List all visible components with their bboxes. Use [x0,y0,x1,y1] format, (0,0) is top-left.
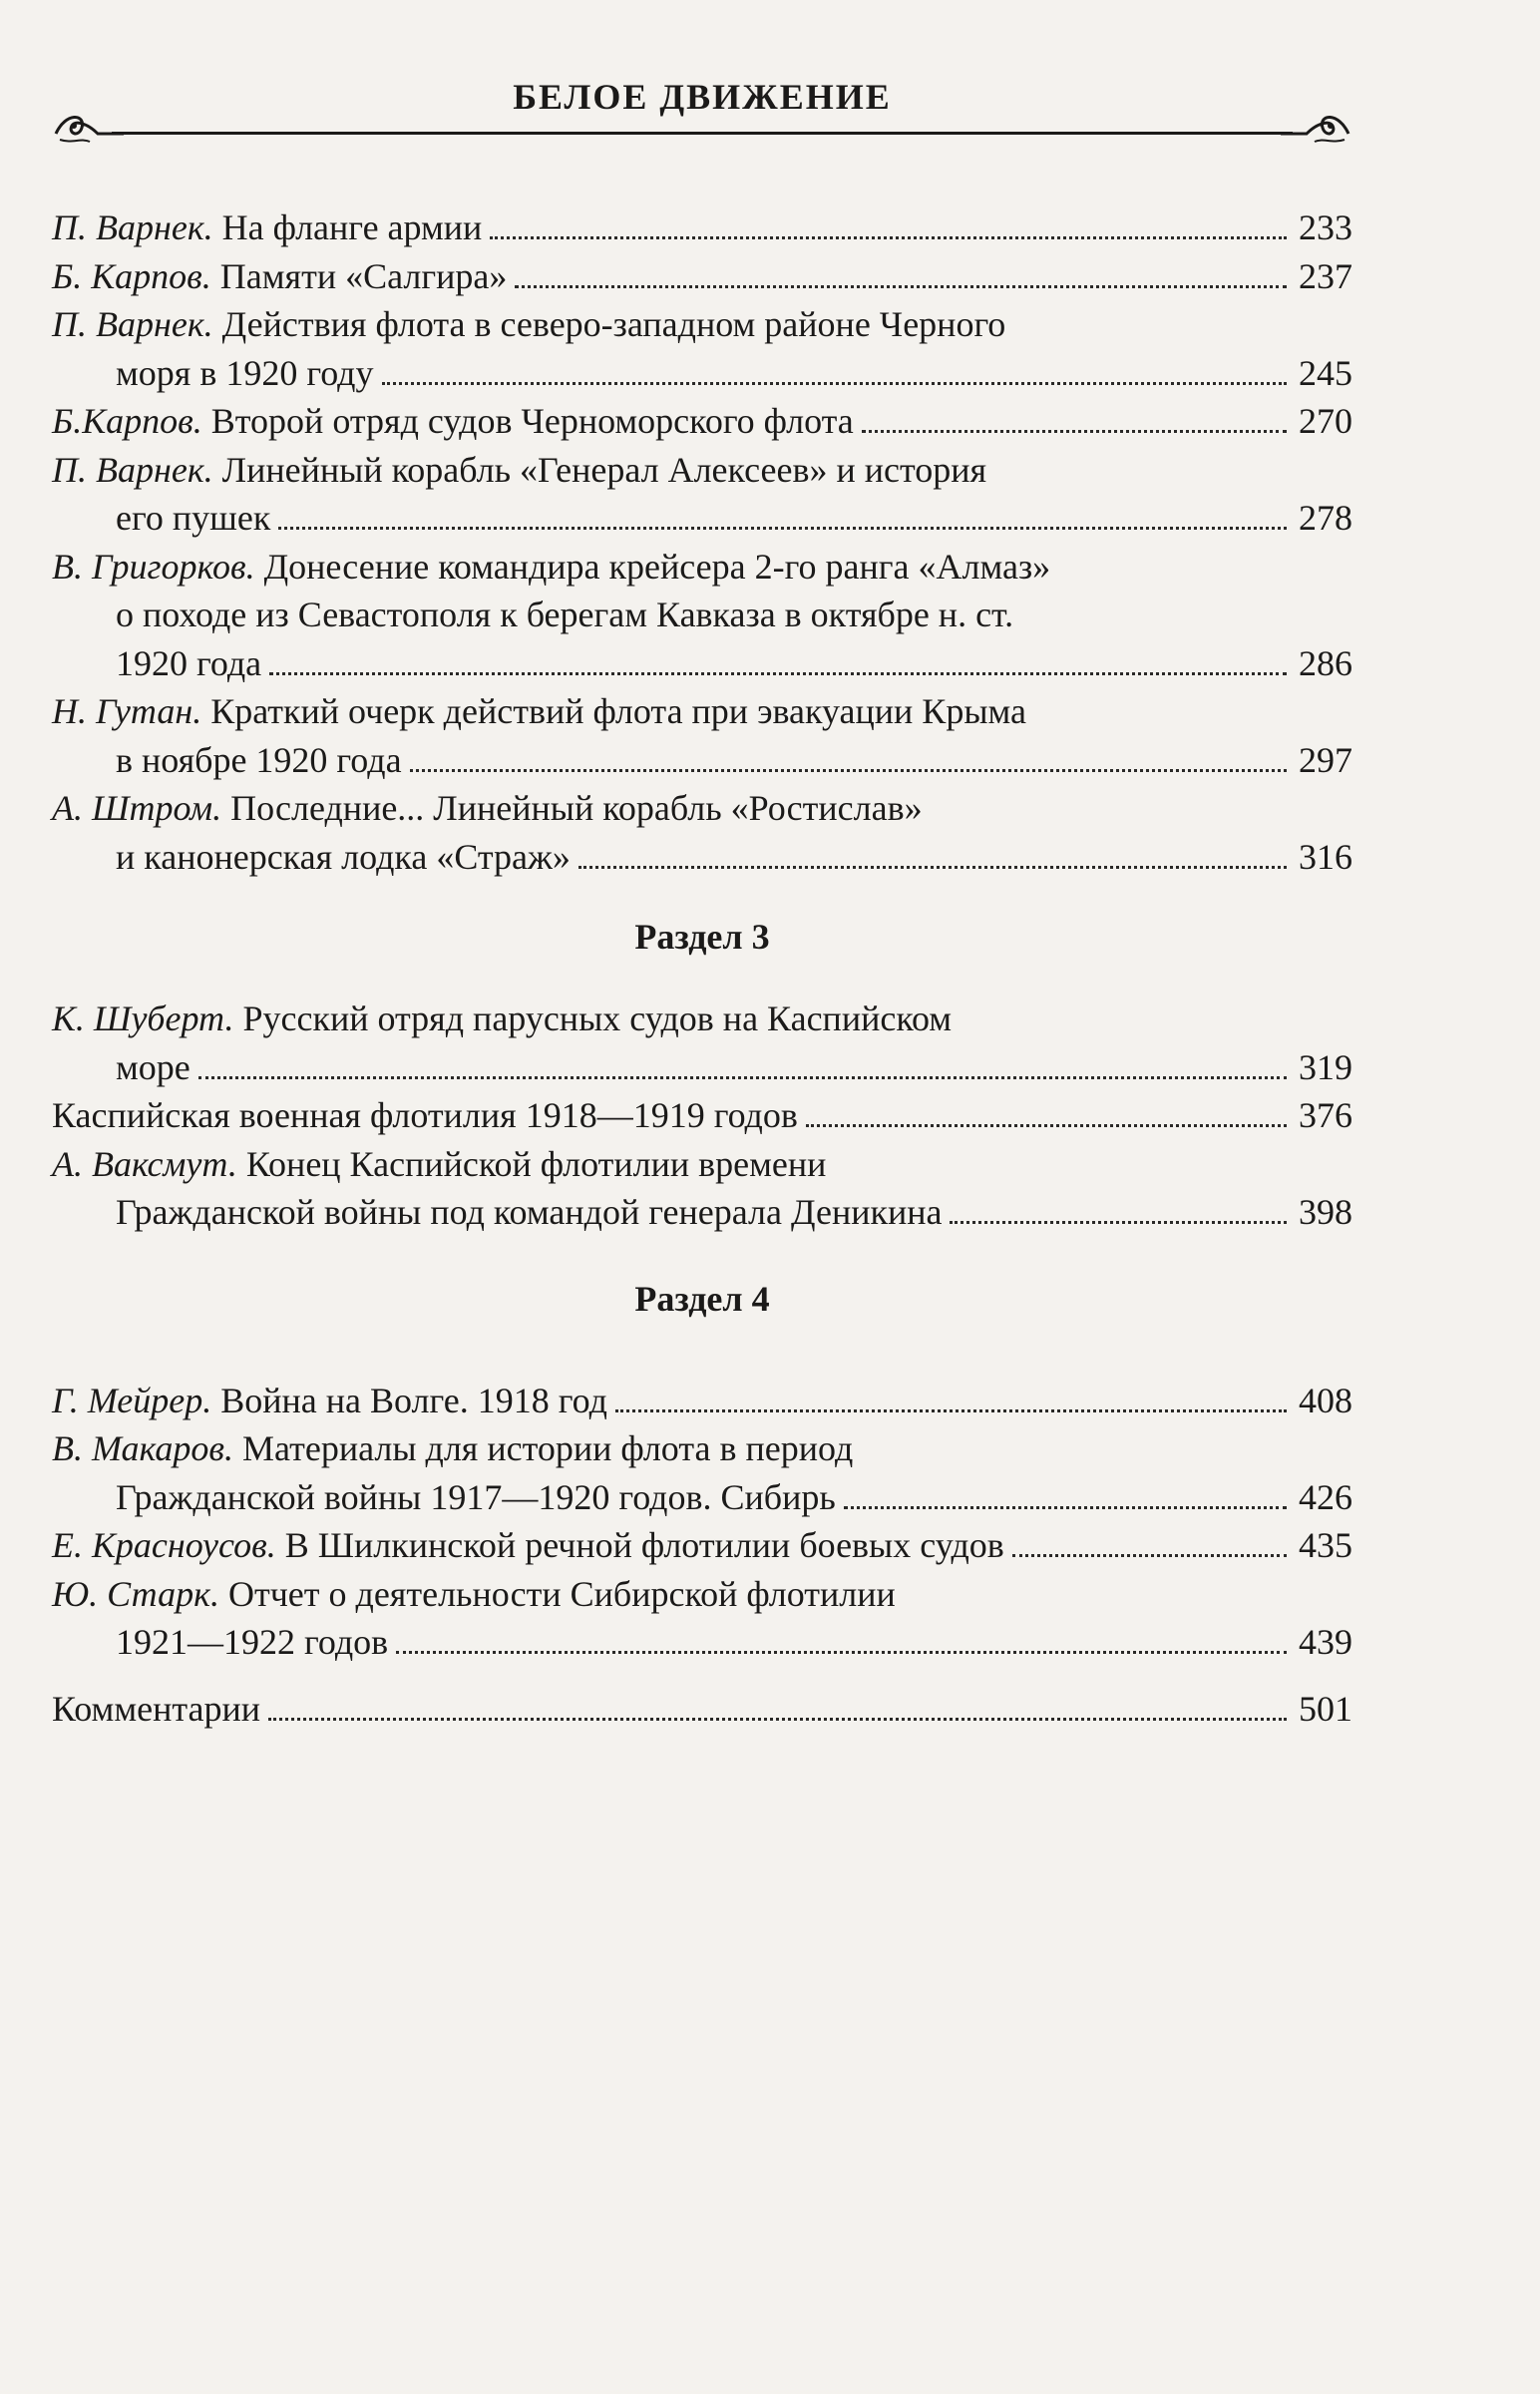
entry-title-text: Комментарии [52,1688,261,1729]
toc-entry-line [52,687,1352,736]
toc-entry-line [52,446,1352,495]
entry-page-number: 316 [1299,836,1352,877]
entry-title-text: Русский отряд парусных судов на Каспийском [242,998,953,1038]
entry-page-number: 435 [1299,1525,1352,1565]
entry-author: П. Варнек. [52,304,213,344]
toc-entry [52,203,1352,252]
toc-entry [52,784,1352,881]
entry-title-text: Донесение командира крейсера 2-го ранга «Алмаз» [263,546,1051,587]
toc-entry-line [52,1091,1352,1140]
entry-title-text: его пушек [116,498,271,538]
table-of-contents [52,203,1352,1733]
entry-page-number: 398 [1299,1192,1352,1232]
section-heading-3: Раздел 3 [634,917,770,957]
entry-author: В. Григорков. [52,546,255,587]
toc-entry-line [52,1043,1352,1092]
running-title: БЕЛОЕ ДВИЖЕНИЕ [513,77,892,117]
dot-leader [198,1076,1287,1079]
toc-entry-line [52,591,1352,639]
toc-entry-line [52,1570,1352,1619]
entry-title-text: Линейный корабль «Генерал Алексеев» и история [221,449,987,490]
dot-leader [269,672,1287,675]
entry-page-number: 319 [1299,1046,1352,1087]
dot-leader [268,1718,1287,1721]
entry-title-text: в ноябре 1920 года [116,739,402,780]
section-heading-4: Раздел 4 [634,1278,770,1319]
toc-entry-line [52,736,1352,785]
toc-entry [52,1521,1352,1570]
dot-leader [410,769,1287,772]
entry-page-number: 233 [1299,207,1352,247]
toc-entry-line [52,639,1352,688]
entry-author: Б. Карпов. [52,255,211,296]
entry-title-text: и канонерская лодка «Страж» [116,836,571,877]
toc-entry [52,252,1352,301]
entry-author: Г. Мейрер. [52,1380,212,1420]
dot-leader [615,1409,1287,1412]
entry-page-number: 270 [1299,401,1352,441]
toc-entry-line [52,494,1352,543]
entry-title-text: Материалы для истории флота в период [242,1428,854,1468]
toc-entry [52,300,1352,397]
entry-author: А. Штром. [52,788,222,828]
entry-title-text: 1921—1922 годов [116,1622,389,1662]
toc-entry [52,687,1352,784]
dot-leader [844,1506,1287,1509]
dot-leader [515,285,1287,288]
toc-entry [52,1140,1352,1237]
dot-leader [396,1651,1287,1654]
entry-page-number: 237 [1299,255,1352,296]
toc-entry-line [52,1377,1352,1425]
entry-title-text: Отчет о деятельности Сибирской флотилии [227,1573,896,1614]
toc-entry-line [52,349,1352,398]
entry-author: В. Макаров. [52,1428,234,1468]
toc-entry [52,397,1352,446]
entry-page-number: 376 [1299,1095,1352,1135]
toc-entry-line [52,397,1352,446]
toc-entry-line [52,1473,1352,1522]
toc-entry-line [52,1424,1352,1473]
entry-title-text: Гражданской войны под командой генерала Деникина [116,1192,943,1232]
header-rule [112,132,1293,135]
toc-entry [52,1685,1352,1734]
entry-title-text: Конец Каспийской флотилии времени [245,1143,827,1184]
entry-title-text: Памяти «Салгира» [219,255,508,296]
dot-leader [806,1124,1287,1127]
dot-leader [950,1221,1287,1224]
toc-entry-line [52,543,1352,592]
toc-entry-line [52,1140,1352,1189]
entry-author: Е. Красноусов. [52,1525,276,1565]
toc-entry-line [52,1685,1352,1734]
entry-title-text: Действия флота в северо-западном районе Черного [221,304,1006,344]
toc-entry [52,995,1352,1091]
toc-entry-line [52,300,1352,349]
entry-page-number: 286 [1299,642,1352,683]
toc-entry-line [52,784,1352,833]
entry-title-text: Гражданской войны 1917—1920 годов. Сибирь [116,1476,836,1517]
toc-entry [52,543,1352,688]
toc-entry [52,1377,1352,1425]
entry-author: П. Варнек. [52,449,213,490]
ornament-flourish-right-icon [1279,108,1352,148]
toc-entry-line [52,252,1352,301]
entry-title-text: В Шилкинской речной флотилии боевых судов [284,1525,1004,1565]
entry-title-text: 1920 года [116,642,262,683]
dot-leader [382,382,1288,385]
toc-entry-line [52,833,1352,882]
entry-title-text: Последние... Линейный корабль «Ростислав» [230,788,923,828]
entry-page-number: 501 [1299,1688,1352,1729]
toc-entry-line [52,995,1352,1043]
toc-entry-line [52,1188,1352,1237]
entry-title-text: Краткий очерк действий флота при эвакуации Крыма [210,691,1027,731]
entry-author: Б.Карпов. [52,401,202,441]
entry-title-text: море [116,1046,191,1087]
toc-entry-line [52,1618,1352,1667]
entry-title-text: На фланге армии [221,207,483,247]
entry-author: Н. Гутан. [52,691,202,731]
dot-leader [278,527,1287,530]
dot-leader [862,430,1287,433]
entry-author: А. Ваксмут. [52,1143,237,1184]
dot-leader [578,866,1287,869]
entry-page-number: 245 [1299,352,1352,393]
entry-page-number: 278 [1299,498,1352,538]
entry-title-text: Каспийская военная флотилия 1918—1919 годов [52,1095,798,1135]
entry-author: П. Варнек. [52,207,213,247]
entry-page-number: 408 [1299,1380,1352,1420]
toc-entry-line [52,203,1352,252]
toc-entry [52,1424,1352,1521]
entry-author: К. Шуберт. [52,998,234,1038]
entry-page-number: 439 [1299,1622,1352,1662]
toc-entry-line [52,1521,1352,1570]
entry-author: Ю. Старк. [52,1573,219,1614]
toc-entry [52,1570,1352,1667]
dot-leader [490,236,1287,239]
entry-page-number: 297 [1299,739,1352,780]
entry-title-text: моря в 1920 году [116,352,374,393]
entry-title-text: Война на Волге. 1918 год [220,1380,607,1420]
dot-leader [1012,1554,1287,1557]
entry-title-text: Второй отряд судов Черноморского флота [210,401,854,441]
page-header [52,64,1352,144]
toc-entry [52,446,1352,543]
entry-page-number: 426 [1299,1476,1352,1517]
toc-entry [52,1091,1352,1140]
entry-title-text: о походе из Севастополя к берегам Кавказа в октябре н. ст. [116,595,1014,634]
